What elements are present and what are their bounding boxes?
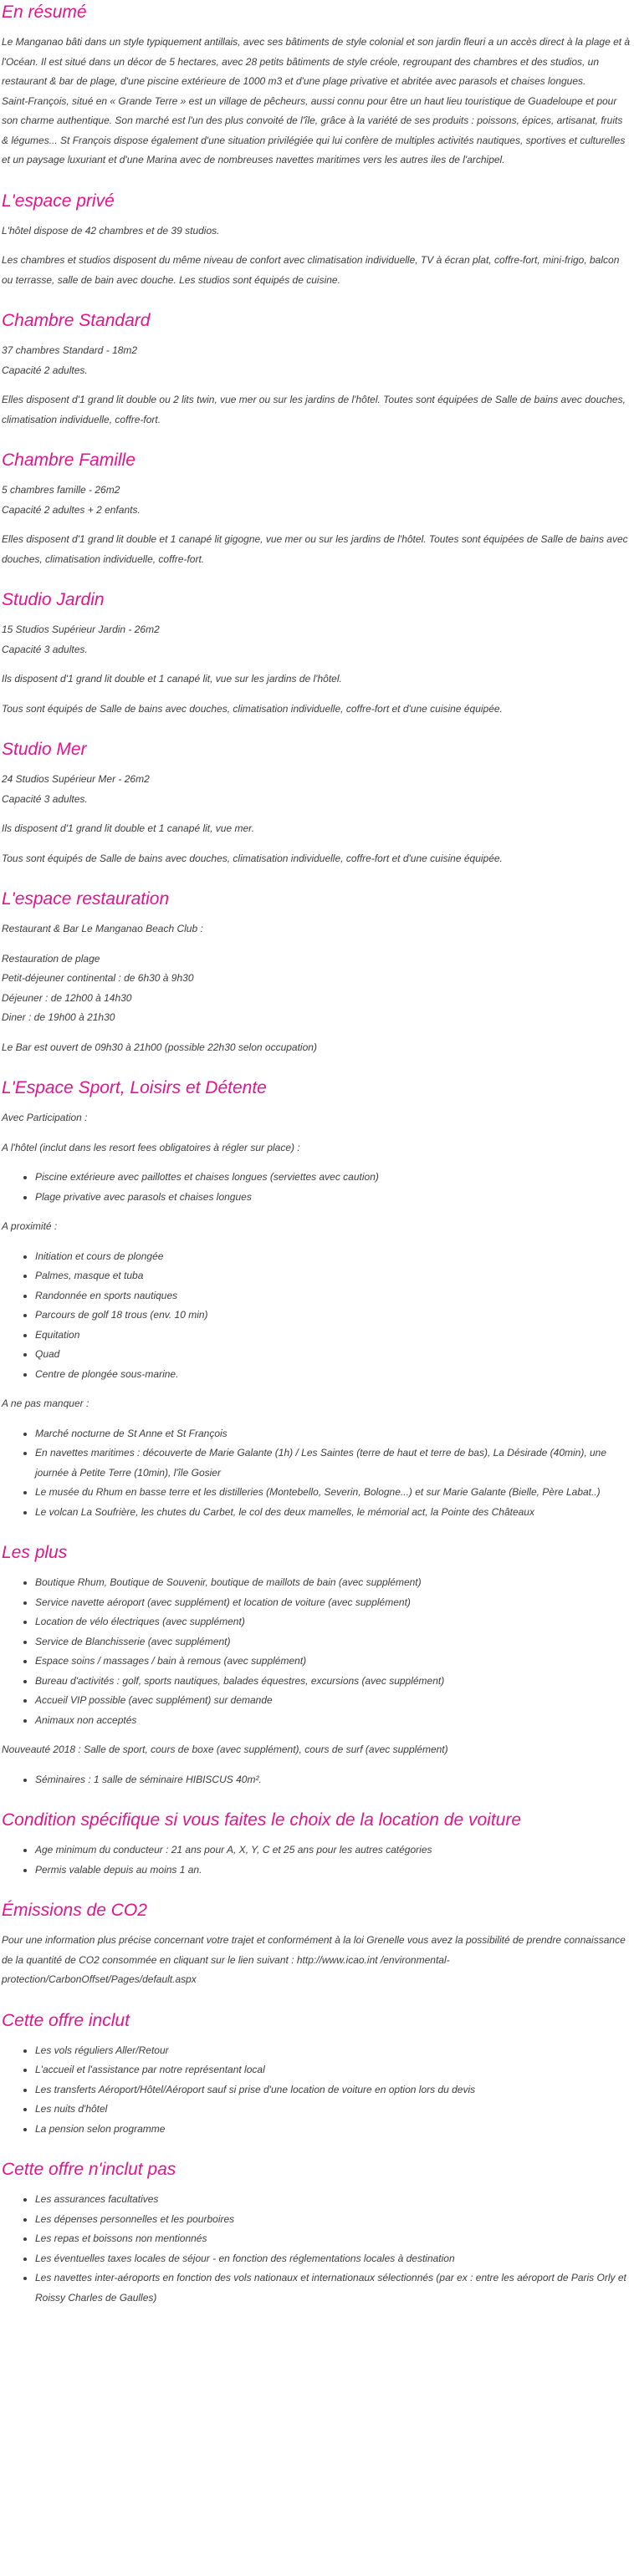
section-title-restauration: L'espace restauration bbox=[2, 889, 170, 909]
list-item: • Accueil VIP possible (avec supplément) sur demande bbox=[35, 1691, 631, 1711]
section-resume bbox=[2, 2, 631, 171]
section-title-co2: Émissions de CO2 bbox=[2, 1901, 147, 1920]
list-item: • Les dépenses personnelles et les pourboires bbox=[35, 2210, 631, 2230]
restauration-intro: Restaurant & Bar Le Manganao Beach Club : bbox=[2, 923, 203, 934]
standard-capacity-text: Capacité 2 adultes. bbox=[2, 364, 88, 376]
list-item: • L'accueil et l'assistance par notre représentant local bbox=[35, 2060, 631, 2080]
list-item: • Espace soins / massages / bain à remous (avec supplément) bbox=[35, 1652, 631, 1672]
section-title-sport: L'Espace Sport, Loisirs et Détente bbox=[2, 1078, 267, 1097]
mer-description-2: Tous sont équipés de Salle de bains avec douches, climatisation individuelle, coffre-fort et d'une cuisine équipée. bbox=[2, 852, 503, 864]
section-location-voiture bbox=[2, 1810, 631, 1880]
section-title-offre-inclut: Cette offre inclut bbox=[2, 2010, 130, 2030]
section-studio-mer bbox=[2, 739, 631, 868]
section-title-location-voiture: Condition spécifique si vous faites le choix de la location de voiture bbox=[2, 1810, 522, 1830]
standard-capacity bbox=[2, 341, 631, 380]
list-item: • Bureau d'activités : golf, sports nautiques, balades équestres, excursions (avec supplément) bbox=[35, 1672, 631, 1692]
jardin-count: 15 Studios Supérieur Jardin - 26m2 bbox=[2, 624, 160, 635]
list-item: • Boutique Rhum, Boutique de Souvenir, boutique de maillots de bain (avec supplément) bbox=[35, 1573, 631, 1593]
section-title-resume: En résumé bbox=[2, 3, 87, 22]
sport-intro: Avec Participation : bbox=[2, 1112, 88, 1123]
restauration-hours bbox=[2, 949, 631, 1028]
ninclut-list bbox=[2, 2190, 631, 2308]
sport-hotel-list bbox=[2, 1168, 631, 1207]
list-item: • Plage privative avec parasols et chaises longues bbox=[35, 1188, 631, 1208]
list-item: • Les vols réguliers Aller/Retour bbox=[35, 2041, 631, 2061]
list-item: • Randonnée en sports nautiques bbox=[35, 1286, 631, 1306]
list-item: • En navettes maritimes : découverte de Marie Galante (1h) / Les Saintes (terre de haut et terre de bas), La Désirade (40min), une journée à Petite Terre (10min), l'île Gosier bbox=[35, 1443, 631, 1483]
section-sport bbox=[2, 1077, 631, 1522]
section-title-studio-jardin: Studio Jardin bbox=[2, 590, 105, 609]
list-item: • La pension selon programme bbox=[35, 2120, 631, 2140]
prive-paragraph-1: L'hôtel dispose de 42 chambres et de 39 studios. bbox=[2, 224, 220, 237]
section-offre-inclut bbox=[2, 2010, 631, 2140]
jardin-description-2: Tous sont équipés de Salle de bains avec douches, climatisation individuelle, coffre-fort et d'une cuisine équipée. bbox=[2, 702, 503, 715]
section-title-chambre-standard: Chambre Standard bbox=[2, 311, 151, 330]
restauration-line: Diner : de 19h00 à 21h30 bbox=[2, 1011, 115, 1023]
section-restauration bbox=[2, 888, 631, 1057]
standard-description: Elles disposent d'1 grand lit double ou 2 lits twin, vue mer ou sur les jardins de l'hôtel. Toutes sont équipées de Salle de bains avec douches, climatisation individuelle, coffre-fort. bbox=[2, 394, 626, 425]
list-item: • Les éventuelles taxes locales de séjour - en fonction des réglementations locales à destination bbox=[35, 2249, 631, 2269]
section-offre-ninclut bbox=[2, 2159, 631, 2308]
plus-nouveaute: Nouveauté 2018 : Salle de sport, cours de boxe (avec supplément), cours de surf (avec supplément) bbox=[2, 1744, 448, 1755]
section-chambre-standard bbox=[2, 310, 631, 430]
section-espace-prive bbox=[2, 191, 631, 291]
resume-text-2: Saint-François, situé en « Grande Terre » est un village de pêcheurs, aussi connu pour être un haut lieu touristique de Guadeloupe et pour son charme authentique. Son marché est l'un des plus convoité de l'île, grâce à la variété de ses produits : poissons, épices, artisanat, fruits & légumes... St François dispose également d'une situation privilégiée qui lui confère de multiples activités nautiques, sportives et culturelles et un paysage luxuriant et d'une Marina avec de nombreuses navettes maritimes vers les autres iles de l'archipel. bbox=[2, 94, 626, 165]
section-les-plus bbox=[2, 1542, 631, 1789]
plus-list bbox=[2, 1573, 631, 1730]
jardin-capacity-text: Capacité 3 adultes. bbox=[2, 643, 88, 655]
list-item: • Palmes, masque et tuba bbox=[35, 1266, 631, 1286]
restauration-bar: Le Bar est ouvert de 09h30 à 21h00 (possible 22h30 selon occupation) bbox=[2, 1041, 317, 1053]
list-item: • Piscine extérieure avec paillottes et chaises longues (serviettes avec caution) bbox=[35, 1168, 631, 1188]
jardin-description-1: Ils disposent d'1 grand lit double et 1 canapé lit, vue sur les jardins de l'hôtel. bbox=[2, 673, 342, 685]
jardin-capacity bbox=[2, 620, 631, 659]
restauration-line: Petit-déjeuner continental : de 6h30 à 9h30 bbox=[2, 972, 194, 984]
section-title-les-plus: Les plus bbox=[2, 1543, 68, 1562]
restauration-line: Déjeuner : de 12h00 à 14h30 bbox=[2, 991, 132, 1004]
section-title-offre-ninclut: Cette offre n'inclut pas bbox=[2, 2160, 176, 2179]
sport-manquer-label: A ne pas manquer : bbox=[2, 1397, 89, 1409]
section-title-chambre-famille: Chambre Famille bbox=[2, 451, 135, 470]
list-item: • Quad bbox=[35, 1345, 631, 1365]
mer-capacity-text: Capacité 3 adultes. bbox=[2, 792, 88, 805]
restauration-line: Restauration de plage bbox=[2, 952, 100, 965]
plus-seminaire-list bbox=[2, 1770, 631, 1790]
list-item: • Les transferts Aéroport/Hôtel/Aéroport sauf si prise d'une location de voiture en option lors du devis bbox=[35, 2080, 631, 2100]
list-item: • Centre de plongée sous-marine. bbox=[35, 1365, 631, 1385]
prive-paragraph-2: Les chambres et studios disposent du même niveau de confort avec climatisation individuelle, TV à écran plat, coffre-fort, mini-frigo, balcon ou terrasse, salle de bain avec douche. Les studios sont équipés de cuisine. bbox=[2, 254, 620, 286]
list-item: • Séminaires : 1 salle de séminaire HIBISCUS 40m². bbox=[35, 1770, 631, 1790]
list-item: • Animaux non acceptés bbox=[35, 1711, 631, 1731]
list-item: • Marché nocturne de St Anne et St François bbox=[35, 1424, 631, 1444]
mer-description-1: Ils disposent d'1 grand lit double et 1 canapé lit, vue mer. bbox=[2, 822, 255, 834]
list-item: • Age minimum du conducteur : 21 ans pour A, X, Y, C et 25 ans pour les autres catégories bbox=[35, 1840, 631, 1861]
sport-manquer-list bbox=[2, 1424, 631, 1523]
list-item: • Les assurances facultatives bbox=[35, 2190, 631, 2210]
famille-capacity-text: Capacité 2 adultes + 2 enfants. bbox=[2, 503, 141, 516]
section-title-espace-prive: L'espace privé bbox=[2, 191, 115, 211]
section-studio-jardin bbox=[2, 589, 631, 719]
list-item: • Parcours de golf 18 trous (env. 10 min) bbox=[35, 1306, 631, 1326]
mer-count: 24 Studios Supérieur Mer - 26m2 bbox=[2, 773, 150, 785]
famille-count: 5 chambres famille - 26m2 bbox=[2, 484, 120, 496]
standard-count: 37 chambres Standard - 18m2 bbox=[2, 344, 138, 356]
famille-description: Elles disposent d'1 grand lit double et 1 canapé lit gigogne, vue mer ou sur les jardins de l'hôtel. Toutes sont équipées de Salle de bains avec douches, climatisation individuelle, coffre-fort. bbox=[2, 533, 628, 565]
section-chambre-famille bbox=[2, 450, 631, 569]
mer-capacity bbox=[2, 770, 631, 809]
section-co2 bbox=[2, 1900, 631, 1990]
resume-text: Le Manganao bâti dans un style typiquement antillais, avec ses bâtiments de style colonial et son jardin fleuri a un accès direct à la plage et à l'Océan. Il est situé dans un décor de 5 hectares, avec 28 petits bâtiments de style créole, regroupant des chambres et des studios, un restaurant & bar de plage, d'une piscine extérieure de 1000 m3 et d'une plage privative et abritée avec parasols et chaises longues. bbox=[2, 36, 631, 87]
list-item: • Les nuits d'hôtel bbox=[35, 2100, 631, 2120]
co2-text: Pour une information plus précise concernant votre trajet et conformément à la loi Grenelle vous avez la possibilité de prendre connaissance de la quantité de CO2 consommée en cliquant sur le lien suivant : http://www.icao.int /environmental-protection/CarbonOffset/Pages/default.aspx bbox=[2, 1934, 626, 1985]
list-item: • Service navette aéroport (avec supplément) et location de voiture (avec supplément) bbox=[35, 1593, 631, 1613]
location-list bbox=[2, 1840, 631, 1880]
list-item: • Service de Blanchisserie (avec supplément) bbox=[35, 1632, 631, 1652]
list-item: • Equitation bbox=[35, 1326, 631, 1346]
sport-proximite-label: A proximité : bbox=[2, 1220, 58, 1232]
sport-proximite-list bbox=[2, 1247, 631, 1385]
sport-hotel-label: A l'hôtel (inclut dans les resort fees obligatoires à régler sur place) : bbox=[2, 1141, 300, 1153]
inclut-list bbox=[2, 2041, 631, 2140]
famille-capacity bbox=[2, 481, 631, 520]
list-item: • Les navettes inter-aéroports en fonction des vols nationaux et internationaux sélectionnés (par ex : entre les aéroport de Paris Orly et Roissy Charles de Gaulles) bbox=[35, 2268, 631, 2308]
list-item: • Le volcan La Soufrière, les chutes du Carbet, le col des deux mamelles, le mémorial act, la Pointe des Châteaux bbox=[35, 1503, 631, 1523]
list-item: • Permis valable depuis au moins 1 an. bbox=[35, 1861, 631, 1881]
list-item: • Le musée du Rhum en basse terre et les distilleries (Montebello, Severin, Bologne...) et sur Marie Galante (Bielle, Père Labat..) bbox=[35, 1483, 631, 1503]
list-item: • Location de vélo électriques (avec supplément) bbox=[35, 1612, 631, 1632]
list-item: • Initiation et cours de plongée bbox=[35, 1247, 631, 1267]
section-title-studio-mer: Studio Mer bbox=[2, 740, 87, 759]
list-item: • Les repas et boissons non mentionnés bbox=[35, 2229, 631, 2249]
